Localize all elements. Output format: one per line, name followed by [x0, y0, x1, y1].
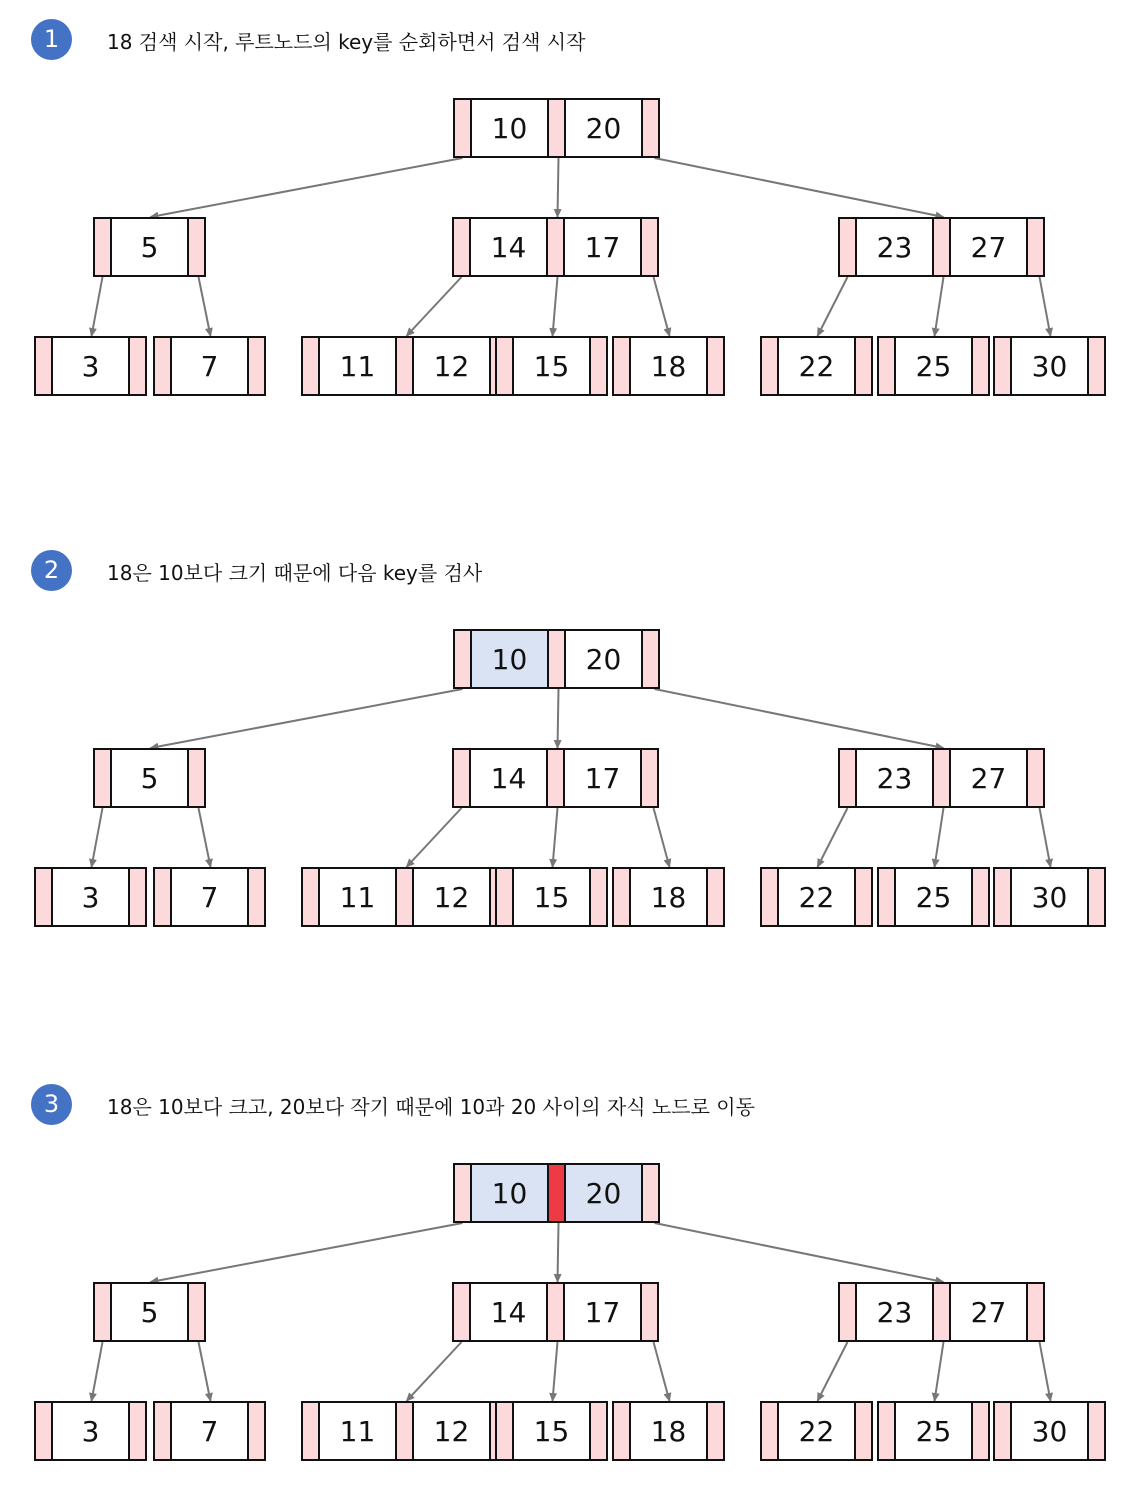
key-cell: 5	[110, 1282, 189, 1342]
leaf-node	[760, 1401, 873, 1461]
tree-edge	[92, 808, 103, 867]
child-pointer	[589, 336, 608, 396]
internal-node	[93, 217, 206, 277]
child-pointer	[589, 1401, 608, 1461]
key-cell: 25	[894, 867, 973, 927]
internal-node	[838, 217, 1045, 277]
child-pointer	[706, 867, 725, 927]
internal-node	[93, 1282, 206, 1342]
child-pointer	[971, 867, 990, 927]
step-description: 18은 10보다 크고, 20보다 작기 때문에 10과 20 사이의 자식 노드로 이동	[107, 1095, 755, 1119]
internal-node	[838, 748, 1045, 808]
leaf-node	[153, 336, 266, 396]
leaf-node	[877, 867, 990, 927]
child-pointer	[1087, 1401, 1106, 1461]
key-cell: 27	[949, 748, 1028, 808]
tree-edge	[151, 689, 463, 748]
key-cell: 23	[855, 748, 934, 808]
step-description: 18은 10보다 크기 때문에 다음 key를 검사	[107, 561, 483, 585]
step-description: 18 검색 시작, 루트노드의 key를 순회하면서 검색 시작	[107, 30, 586, 54]
child-pointer	[641, 1163, 660, 1223]
child-pointer	[1087, 867, 1106, 927]
leaf-node	[760, 336, 873, 396]
key-cell: 10	[470, 1163, 549, 1223]
tree-edge	[558, 1223, 559, 1282]
child-pointer	[1087, 336, 1106, 396]
key-cell: 11	[318, 1401, 397, 1461]
tree-edge	[92, 1342, 103, 1401]
key-cell: 18	[629, 1401, 708, 1461]
key-cell: 27	[949, 1282, 1028, 1342]
tree-edge	[407, 808, 462, 867]
tree-edge	[655, 158, 944, 217]
child-pointer	[641, 98, 660, 158]
child-pointer	[641, 629, 660, 689]
tree-edge	[655, 1223, 944, 1282]
key-cell: 22	[777, 336, 856, 396]
leaf-node	[34, 867, 147, 927]
child-pointer	[706, 336, 725, 396]
child-pointer	[247, 1401, 266, 1461]
tree-edge	[654, 277, 670, 336]
leaf-node	[495, 1401, 608, 1461]
child-pointer	[854, 336, 873, 396]
internal-node	[93, 748, 206, 808]
child-pointer	[1026, 217, 1045, 277]
child-pointer	[589, 867, 608, 927]
key-cell: 12	[412, 336, 491, 396]
step-number-badge: 3	[31, 1084, 72, 1125]
key-cell: 23	[855, 1282, 934, 1342]
child-pointer	[971, 336, 990, 396]
tree-edge	[553, 277, 558, 336]
root-node	[453, 98, 660, 158]
key-cell: 30	[1010, 336, 1089, 396]
leaf-node	[877, 336, 990, 396]
key-cell: 27	[949, 217, 1028, 277]
tree-edge	[654, 1342, 670, 1401]
key-cell: 23	[855, 217, 934, 277]
tree-edge	[654, 808, 670, 867]
leaf-node	[877, 1401, 990, 1461]
key-cell: 20	[564, 98, 643, 158]
key-cell: 20	[564, 1163, 643, 1223]
child-pointer	[187, 1282, 206, 1342]
child-pointer	[128, 336, 147, 396]
leaf-node	[612, 867, 725, 927]
key-cell: 30	[1010, 1401, 1089, 1461]
key-cell: 10	[470, 629, 549, 689]
child-pointer	[128, 1401, 147, 1461]
key-cell: 3	[51, 867, 130, 927]
key-cell: 7	[170, 1401, 249, 1461]
key-cell: 17	[563, 748, 642, 808]
key-cell: 30	[1010, 867, 1089, 927]
leaf-node	[993, 867, 1106, 927]
key-cell: 11	[318, 336, 397, 396]
child-pointer	[128, 867, 147, 927]
key-cell: 20	[564, 629, 643, 689]
key-cell: 7	[170, 336, 249, 396]
leaf-node	[760, 867, 873, 927]
key-cell: 22	[777, 1401, 856, 1461]
tree-edge	[558, 689, 559, 748]
key-cell: 15	[512, 1401, 591, 1461]
key-cell: 15	[512, 867, 591, 927]
child-pointer	[1026, 1282, 1045, 1342]
leaf-node	[153, 1401, 266, 1461]
tree-edge	[818, 808, 848, 867]
tree-edge	[1040, 1342, 1051, 1401]
root-node	[453, 1163, 660, 1223]
tree-edge	[92, 277, 103, 336]
tree-edge	[818, 1342, 848, 1401]
key-cell: 3	[51, 336, 130, 396]
child-pointer	[187, 217, 206, 277]
leaf-node	[34, 336, 147, 396]
child-pointer	[640, 1282, 659, 1342]
leaf-node	[301, 336, 508, 396]
tree-edge	[818, 277, 848, 336]
tree-edge	[1040, 808, 1051, 867]
tree-edge	[655, 689, 944, 748]
leaf-node	[495, 867, 608, 927]
child-pointer	[247, 867, 266, 927]
key-cell: 7	[170, 867, 249, 927]
tree-edge	[407, 1342, 462, 1401]
key-cell: 12	[412, 867, 491, 927]
key-cell: 22	[777, 867, 856, 927]
key-cell: 14	[469, 1282, 548, 1342]
key-cell: 14	[469, 748, 548, 808]
tree-edge	[553, 1342, 558, 1401]
child-pointer	[247, 336, 266, 396]
key-cell: 10	[470, 98, 549, 158]
leaf-node	[612, 336, 725, 396]
leaf-node	[495, 336, 608, 396]
tree-edge	[935, 1342, 944, 1401]
tree-edge	[935, 277, 944, 336]
child-pointer	[706, 1401, 725, 1461]
step-number-badge: 2	[31, 550, 72, 591]
leaf-node	[993, 1401, 1106, 1461]
step-number-badge: 1	[31, 19, 72, 60]
key-cell: 17	[563, 1282, 642, 1342]
tree-edge	[199, 1342, 211, 1401]
key-cell: 25	[894, 1401, 973, 1461]
tree-edge	[558, 158, 559, 217]
internal-node	[452, 1282, 659, 1342]
leaf-node	[301, 867, 508, 927]
child-pointer	[971, 1401, 990, 1461]
key-cell: 15	[512, 336, 591, 396]
key-cell: 5	[110, 217, 189, 277]
tree-edge	[407, 277, 462, 336]
tree-edge	[935, 808, 944, 867]
key-cell: 18	[629, 867, 708, 927]
leaf-node	[612, 1401, 725, 1461]
leaf-node	[34, 1401, 147, 1461]
tree-edge	[199, 277, 211, 336]
key-cell: 12	[412, 1401, 491, 1461]
tree-edge	[1040, 277, 1051, 336]
tree-edge	[199, 808, 211, 867]
internal-node	[452, 217, 659, 277]
internal-node	[452, 748, 659, 808]
key-cell: 14	[469, 217, 548, 277]
child-pointer	[854, 867, 873, 927]
key-cell: 3	[51, 1401, 130, 1461]
child-pointer	[1026, 748, 1045, 808]
tree-edge	[151, 158, 463, 217]
tree-edge	[151, 1223, 463, 1282]
child-pointer	[640, 217, 659, 277]
child-pointer	[187, 748, 206, 808]
leaf-node	[153, 867, 266, 927]
leaf-node	[993, 336, 1106, 396]
child-pointer	[854, 1401, 873, 1461]
key-cell: 5	[110, 748, 189, 808]
key-cell: 11	[318, 867, 397, 927]
internal-node	[838, 1282, 1045, 1342]
tree-edge	[553, 808, 558, 867]
root-node	[453, 629, 660, 689]
leaf-node	[301, 1401, 508, 1461]
key-cell: 18	[629, 336, 708, 396]
child-pointer	[640, 748, 659, 808]
key-cell: 25	[894, 336, 973, 396]
key-cell: 17	[563, 217, 642, 277]
